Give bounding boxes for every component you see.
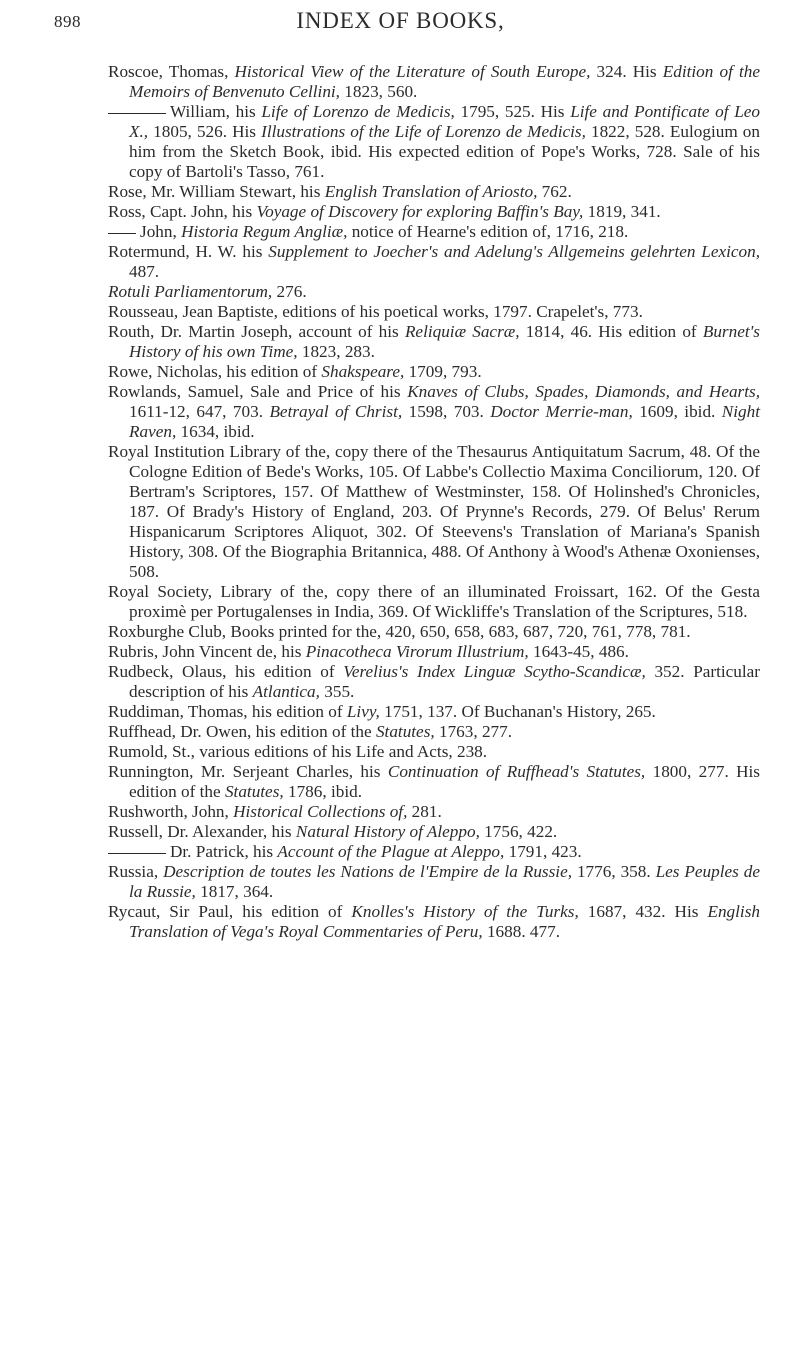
entry-text: 1709, 793. xyxy=(404,362,482,381)
entry-text: 1634, ibid. xyxy=(176,422,255,441)
entry-text: Rousseau, Jean Baptiste, editions of his poetical works, 1797. Crapelet's, 773. xyxy=(108,302,643,321)
italic-title: Rotuli Parliamentorum, xyxy=(108,282,273,301)
italic-title: Historical View of the Literature of South Europe, xyxy=(234,62,591,81)
italic-title: Life and Pontificate of Leo X., xyxy=(129,102,760,141)
entry-text: 1814, 46. His edition of xyxy=(519,322,703,341)
entry-text: notice of Hearne's edition of, 1716, 218. xyxy=(347,222,629,241)
index-entry xyxy=(108,662,760,702)
index-entry xyxy=(108,642,760,662)
entry-text: 1800, 277. His edition of the xyxy=(129,762,760,801)
entry-text: 1819, 341. xyxy=(583,202,661,221)
entry-text: 1795, 525. His xyxy=(454,102,571,121)
entry-text: William, his xyxy=(170,102,262,121)
entry-text: Rubris, John Vincent de, his xyxy=(108,642,306,661)
entry-text: 1822, 528. Eulogium on him from the Sketch Book, ibid. His expected edition of Pope's Works, 728. Sale of his copy of Bartoli's Tasso, 761. xyxy=(129,122,760,181)
italic-title: English Translation of Vega's Royal Commentaries of Peru, xyxy=(129,902,760,941)
index-entry xyxy=(108,622,760,642)
index-entry xyxy=(108,362,760,382)
index-entry xyxy=(108,822,760,842)
entry-text: Ruddiman, Thomas, his edition of xyxy=(108,702,347,721)
entry-text: Rumold, St., various editions of his Life and Acts, 238. xyxy=(108,742,488,761)
italic-title: Statutes, xyxy=(224,782,284,801)
index-entry xyxy=(108,382,760,442)
index-entry xyxy=(108,322,760,362)
italic-title: Burnet's History of his own Time, xyxy=(129,322,760,361)
entry-text: Rycaut, Sir Paul, his edition of xyxy=(108,902,352,921)
entry-text: Royal Society, Library of the, copy there of an illuminated Froissart, 162. Of the Gesta proximè per Portugalenses in India, 369. Of Wickliffe's Translation of the Scriptures, 518. xyxy=(108,582,760,621)
entry-text: Rose, Mr. William Stewart, his xyxy=(108,182,325,201)
ditto-dash xyxy=(108,853,166,854)
index-entry xyxy=(108,102,760,182)
italic-title: Historical Collections of, xyxy=(233,802,408,821)
index-entry xyxy=(108,62,760,102)
entry-text: Russell, Dr. Alexander, his xyxy=(108,822,296,841)
entry-text: 1817, 364. xyxy=(195,882,274,901)
entry-text: 355. xyxy=(319,682,355,701)
running-head xyxy=(0,2,801,38)
index-entry xyxy=(108,862,760,902)
italic-title: Atlantica, xyxy=(252,682,320,701)
entry-text: 487. xyxy=(129,262,160,281)
entry-text: Ruffhead, Dr. Owen, his edition of the xyxy=(108,722,376,741)
italic-title: Illustrations of the Life of Lorenzo de Medicis, xyxy=(261,122,586,141)
entry-text: Roxburghe Club, Books printed for the, 420, 650, 658, 683, 687, 720, 761, 778, 781. xyxy=(108,622,691,641)
entry-text: Roscoe, Thomas, xyxy=(108,62,235,81)
index-entry xyxy=(108,902,760,942)
entry-text: Routh, Dr. Martin Joseph, account of his xyxy=(108,322,405,341)
italic-title: Reliquiæ Sacræ, xyxy=(404,322,520,341)
entry-text: 1598, 703. xyxy=(402,402,491,421)
italic-title: Knolles's History of the Turks, xyxy=(351,902,579,921)
italic-title: Doctor Merrie-man, xyxy=(490,402,633,421)
italic-title: Continuation of Ruffhead's Statutes, xyxy=(387,762,646,781)
page-title: INDEX OF BOOKS, xyxy=(296,8,505,33)
entry-text: 1786, ibid. xyxy=(283,782,362,801)
index-entry xyxy=(108,202,760,222)
index-entry xyxy=(108,302,760,322)
entry-text: 1688. 477. xyxy=(482,922,560,941)
italic-title: English Translation of Ariosto, xyxy=(324,182,538,201)
index-entry xyxy=(108,762,760,802)
italic-title: Verelius's Index Linguæ Scytho-Scandicæ, xyxy=(343,662,646,681)
index-entry xyxy=(108,222,760,242)
ditto-dash xyxy=(108,233,136,234)
entry-text: 1643-45, 486. xyxy=(528,642,629,661)
entry-text: John, xyxy=(140,222,182,241)
entry-text: Rowlands, Samuel, Sale and Price of his xyxy=(108,382,408,401)
italic-title: Les Peuples de la Russie, xyxy=(129,862,761,901)
entry-text: 1611-12, 647, 703. xyxy=(129,402,270,421)
index-entry xyxy=(108,182,760,202)
entry-text: Runnington, Mr. Serjeant Charles, his xyxy=(108,762,388,781)
italic-title: Supplement to Joecher's and Adelung's Allgemeins gelehrten Lexicon, xyxy=(268,242,760,261)
italic-title: Edition of the Memoirs of Benvenuto Cellini, xyxy=(129,62,760,101)
italic-title: Knaves of Clubs, Spades, Diamonds, and Hearts, xyxy=(407,382,760,401)
index-entry xyxy=(108,842,760,862)
entry-text: 1751, 137. Of Buchanan's History, 265. xyxy=(379,702,656,721)
entry-text: Dr. Patrick, his xyxy=(170,842,278,861)
entry-text: 1609, ibid. xyxy=(632,402,722,421)
index-entries xyxy=(108,62,760,942)
entry-text: Rushworth, John, xyxy=(108,802,234,821)
entry-text: Rotermund, H. W. his xyxy=(108,242,269,261)
entry-text: 1823, 283. xyxy=(297,342,375,361)
italic-title: Description de toutes les Nations de l'Empire de la Russie, xyxy=(163,862,573,881)
index-entry xyxy=(108,442,760,582)
italic-title: Voyage of Discovery for exploring Baffin's Bay, xyxy=(256,202,584,221)
italic-title: Betrayal of Christ, xyxy=(269,402,403,421)
entry-text: 1805, 526. His xyxy=(148,122,262,141)
entry-text: 324. His xyxy=(590,62,663,81)
italic-title: Shakspeare, xyxy=(321,362,405,381)
entry-text: 1791, 423. xyxy=(504,842,582,861)
entry-text: 762. xyxy=(537,182,572,201)
entry-text: Ross, Capt. John, his xyxy=(108,202,257,221)
italic-title: Pinacotheca Virorum Illustrium, xyxy=(305,642,529,661)
entry-text: Russia, xyxy=(108,862,164,881)
italic-title: Natural History of Aleppo, xyxy=(295,822,480,841)
index-entry xyxy=(108,742,760,762)
italic-title: Historia Regum Angliæ, xyxy=(181,222,348,241)
italic-title: Account of the Plague at Aleppo, xyxy=(277,842,505,861)
entry-text: 281. xyxy=(407,802,442,821)
index-entry xyxy=(108,242,760,282)
entry-text: Rudbeck, Olaus, his edition of xyxy=(108,662,344,681)
entry-text: 1763, 277. xyxy=(434,722,513,741)
entry-text: 1687, 432. His xyxy=(578,902,708,921)
entry-text: 1823, 560. xyxy=(339,82,418,101)
index-entry xyxy=(108,702,760,722)
page-number: 898 xyxy=(54,12,81,31)
index-entry xyxy=(108,582,760,622)
entry-text: 276. xyxy=(272,282,307,301)
ditto-dash xyxy=(108,113,166,114)
italic-title: Livy, xyxy=(346,702,380,721)
italic-title: Night Raven, xyxy=(129,402,760,441)
entry-text: Royal Institution Library of the, copy there of the Thesaurus Antiquitatum Sacrum, 48. Of the Cologne Edition of Bede's Works, 105. Of Labbe's Collectio Maxima Conciliorum, 120. Of Bertram's Scriptores, 157. Of Matthew of Westminster, 158. Of Holinshed's Chronicles, 187. Of Brady's History of England, 203. Of Prynne's Records, 279. Of Belus' Rerum Hispanicarum Scriptores Aliquot, 302. Of Steevens's Translation of Mariana's Spanish History, 308. Of the Biographia Britannica, 488. Of Anthony à Wood's Athenæ Oxonienses, 508. xyxy=(108,442,760,581)
italic-title: Life of Lorenzo de Medicis, xyxy=(261,102,455,121)
italic-title: Statutes, xyxy=(375,722,435,741)
index-entry xyxy=(108,282,760,302)
index-entry xyxy=(108,722,760,742)
entry-text: Rowe, Nicholas, his edition of xyxy=(108,362,322,381)
index-entry xyxy=(108,802,760,822)
entry-text: 1756, 422. xyxy=(479,822,558,841)
entry-text: 1776, 358. xyxy=(572,862,656,881)
entry-text: 352. Particular description of his xyxy=(129,662,760,701)
